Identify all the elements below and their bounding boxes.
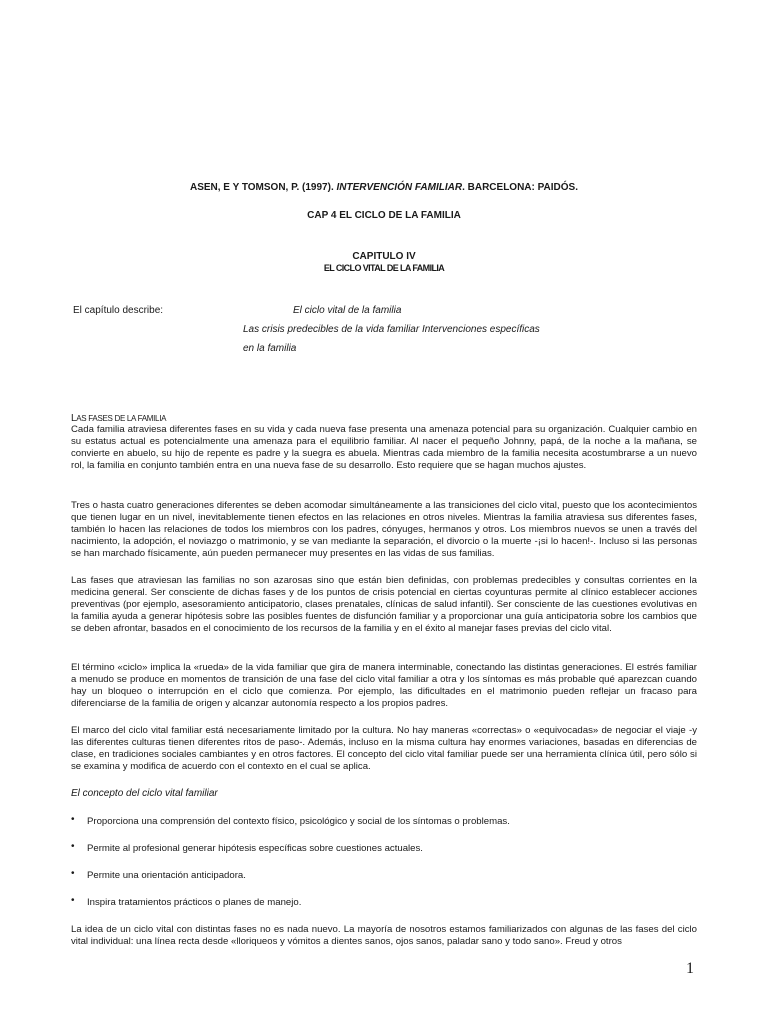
bullet-text: Permite al profesional generar hipótesis específicas sobre cuestiones actuales. [87, 843, 423, 854]
bullet-text: Permite una orientación anticipadora. [87, 870, 246, 881]
paragraph: Cada familia atraviesa diferentes fases en su vida y cada nueva fase presenta una amenaza potencial para su organización. Cualquier cambio en su estatus actual es potencialmente una amenaza para el equilibrio familiar. Al nacer el pequeño Johnny, papá, de la noche a la mañana, se convierte en abuelo, su hijo de repente es padre y la suegra es abuela. Mientras cada miembro de la familia necesita acostumbrarse a un nuevo rol, la familia en conjunto también entra en una nueva fase de su desarrollo. Esto requiere que se hagan muchos ajustes. [71, 424, 697, 472]
bullet-icon: • [71, 895, 75, 906]
describe-label: El capítulo describe: [73, 305, 164, 316]
page-number: 1 [686, 960, 694, 977]
citation-publisher: . BARCELONA: PAIDÓS. [462, 182, 579, 193]
topic-item: El ciclo vital de la familia [293, 305, 402, 316]
paragraph: Las fases que atraviesan las familias no son azarosas sino que están bien definidas, con problemas predecibles y consultas corrientes en la medicina general. Ser consciente de dichas fases y de los puntos de crisis potencial en ciertas coyunturas permite al clínico establecer acciones preventivas (por ejemplo, asesoramiento anticipatorio, clases prenatales, clínicas de salud infantil). Ser consciente de las cuestiones evolutivas en la familia ayuda a generar hipótesis sobre las posibles fuentes de disfunción familiar y a proporcionar una guía anticipatoria sobre los cambios que se deben afrontar, basados en el conocimiento de los recursos de la familia y en el éxito al manejar fases previas del ciclo vital. [71, 575, 697, 635]
closing-paragraph: La idea de un ciclo vital con distintas fases no es nada nuevo. La mayoría de nosotros estamos familiarizados con algunas de las fases del ciclo vital individual: una línea recta desde «lloriqueos y vómitos a dientes sanos, ojos sanos, paladar sano y todo sano». Freud y otros [71, 924, 697, 948]
chapter-heading: CAP 4 EL CICLO DE LA FAMILIA [307, 210, 461, 221]
concept-title: El concepto del ciclo vital familiar [71, 788, 218, 799]
paragraph: El término «ciclo» implica la «rueda» de la vida familiar que gira de manera interminable, conectando las distintas generaciones. El estrés familiar a menudo se produce en momentos de transición de una fase del ciclo vital familiar a otra y los síntomas es más probable qué aparezcan cuando hay un bloqueo o interrupción en el ciclo que comienza. Por ejemplo, las dificultades en el matrimonio pueden reflejar un fracaso para diferenciarse de la familia de origen y alcanzar autonomía respecto a los propios padres. [71, 662, 697, 710]
bullet-text: Inspira tratamientos prácticos o planes de manejo. [87, 897, 302, 908]
bullet-text: Proporciona una comprensión del contexto físico, psicológico y social de los síntomas o problemas. [87, 816, 510, 827]
citation-authors: ASEN, E Y TOMSON, P. (1997). [189, 182, 337, 193]
book-citation [0, 182, 768, 193]
bullet-icon: • [71, 868, 75, 879]
chapter-number: CAPITULO IV [352, 251, 416, 262]
section-heading-initial: L [71, 413, 77, 424]
section-heading-rest: AS FASES DE LA FAMILIA [76, 414, 167, 423]
paragraph: Tres o hasta cuatro generaciones diferentes se deben acomodar simultáneamente a las transiciones del ciclo vital, puesto que los acontecimientos que tienen lugar en un nivel, inevitablemente tienen efectos en las relaciones en otros niveles. Mientras la familia atraviesa sus diferentes fases, también lo hacen las relaciones de todos los miembros con los padres, cónyuges, hermanos y otros. Los miembros nuevos se unen a través del nacimiento, la adopción, el noviazgo o matrimonio, y se van mediante la separación, el divorcio o la muerte -¡si lo hacen!-. Incluso si las personas se han marchado físicamente, aún pueden permanecer muy presentes en las vidas de sus familias. [71, 500, 697, 560]
bullet-icon: • [71, 841, 75, 852]
chapter-subtitle: EL CICLO VITAL DE LA FAMILIA [323, 263, 445, 273]
topic-item: en la familia [243, 343, 297, 354]
paragraph: El marco del ciclo vital familiar está necesariamente limitado por la cultura. No hay maneras «correctas» o «equivocadas» de negociar el viaje -y las diferentes culturas tienen diferentes ritos de paso-. Además, incluso en la misma cultura hay enormes variaciones, basadas en diferencias de clase, en tradiciones sociales cambiantes y en otros factores. El concepto del ciclo vital familiar puede ser una herramienta clínica útil, pero sólo si se examina y modifica de acuerdo con el contexto en el cual se aplica. [71, 725, 697, 773]
section-heading [71, 413, 166, 424]
citation-title: INTERVENCIÓN FAMILIAR [336, 182, 463, 193]
bullet-icon: • [71, 814, 75, 825]
topic-item: Las crisis predecibles de la vida familiar Intervenciones específicas [243, 324, 540, 335]
